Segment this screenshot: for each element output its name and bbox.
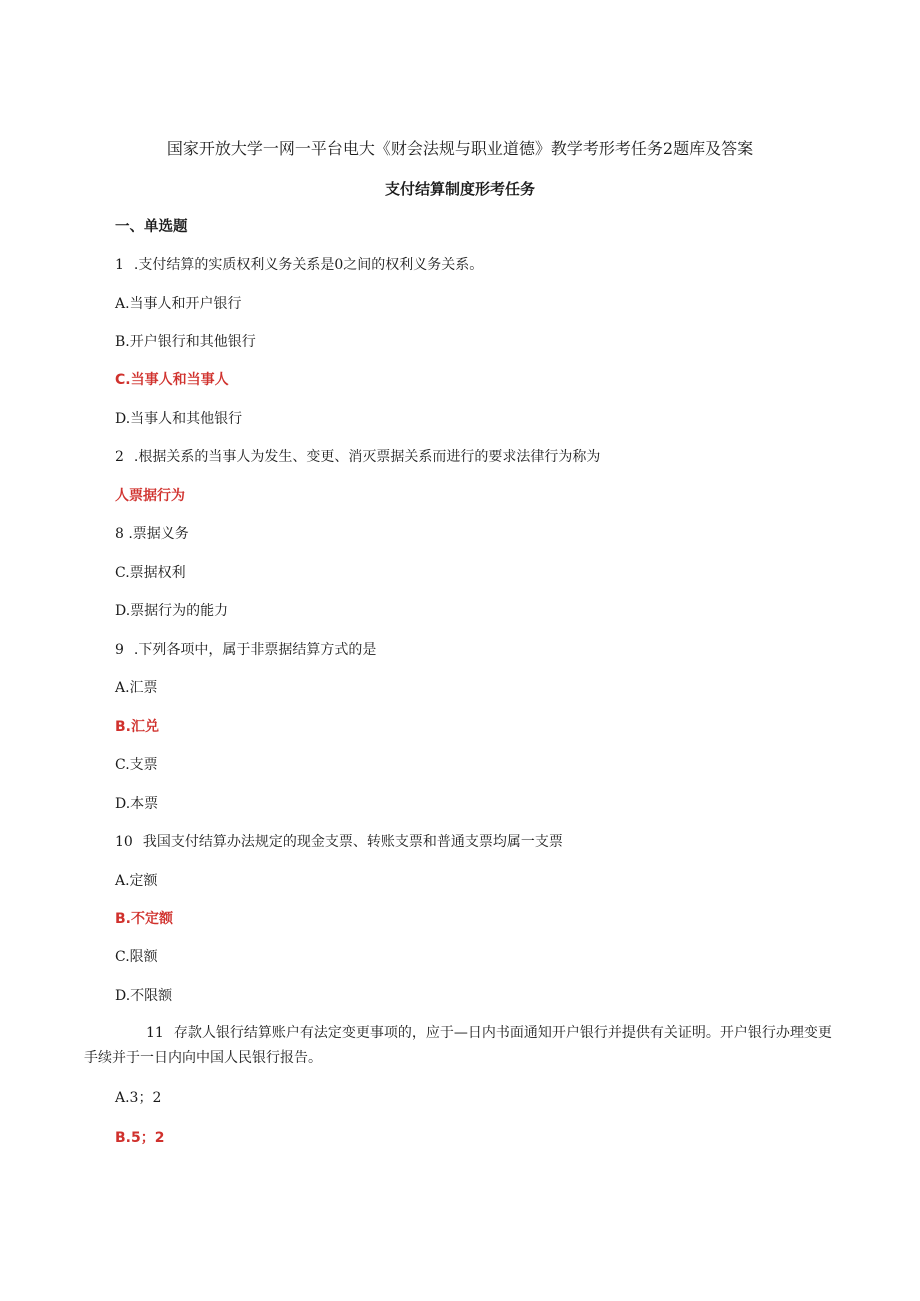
option-q1-a: A.当事人和开户银行 (115, 296, 242, 312)
question-1 (115, 254, 483, 276)
option-q10-a: A.定额 (115, 873, 158, 889)
option-q1-d: D.当事人和其他银行 (115, 411, 243, 427)
question-text: .支付结算的实质权利义务关系是0之间的权利义务关系。 (133, 257, 484, 273)
answer-q1-c: C.当事人和当事人 (115, 372, 229, 388)
question-number: 1 (115, 257, 124, 273)
question-text: .根据关系的当事人为发生、变更、消灭票据关系而进行的要求法律行为称为 (133, 449, 601, 465)
option-q9-c: C.支票 (115, 757, 158, 773)
question-number: 2 (115, 449, 124, 465)
option-q9-a: A.汇票 (115, 680, 158, 696)
option-q2-b: 8 .票据义务 (115, 526, 189, 542)
document-title: 国家开放大学一网一平台电大《财会法规与职业道德》教学考形考任务2题库及答案 (166, 139, 754, 158)
option-q9-d: D.本票 (115, 796, 159, 812)
question-11 (84, 1021, 844, 1071)
answer-q10-b: B.不定额 (115, 911, 173, 927)
option-q1-b: B.开户银行和其他银行 (115, 334, 256, 350)
option-q11-a: A.3；2 (115, 1090, 162, 1106)
question-2 (115, 446, 600, 468)
option-q2-d: D.票据行为的能力 (115, 603, 229, 619)
document-subtitle: 支付结算制度形考任务 (384, 180, 535, 198)
question-text: 我国支付结算办法规定的现金支票、转账支票和普通支票均属一支票 (142, 834, 563, 850)
option-q10-c: C.限额 (115, 949, 158, 965)
answer-q11-b: B.5；2 (115, 1130, 165, 1146)
option-q10-d: D.不限额 (115, 988, 173, 1004)
section-heading: 一、单选题 (115, 219, 188, 235)
question-number: 10 (115, 834, 133, 850)
question-9 (115, 639, 376, 661)
question-number: 11 (146, 1025, 164, 1041)
question-text: 存款人银行结算账户有法定变更事项的，应于—日内书面通知开户银行并提供有关证明。开户银行办理变更手续并于一日内向中国人民银行报告。 (84, 1025, 832, 1066)
option-q2-c: C.票据权利 (115, 565, 186, 581)
answer-q9-b: B.汇兑 (115, 719, 159, 735)
question-10 (115, 831, 563, 853)
question-number: 9 (115, 642, 124, 658)
question-text: .下列各项中，属于非票据结算方式的是 (133, 642, 377, 658)
answer-q2-a: 人票据行为 (115, 488, 185, 504)
